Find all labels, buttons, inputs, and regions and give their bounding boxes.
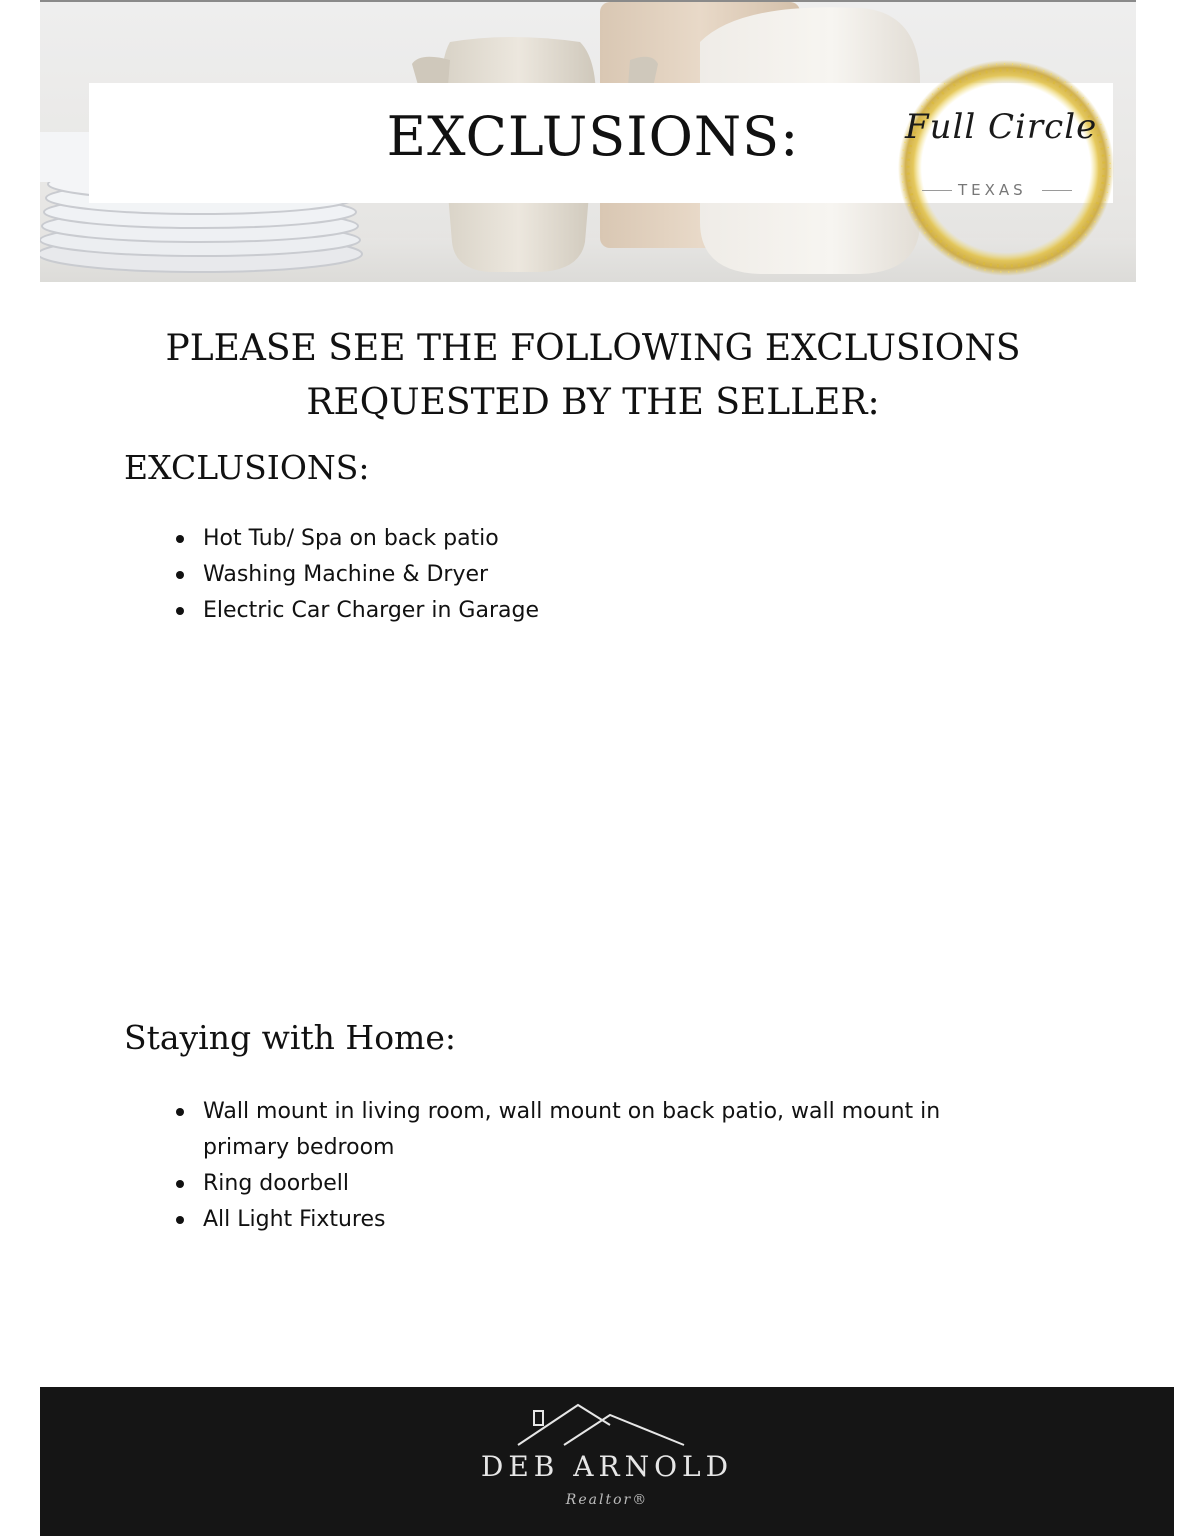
intro-line-2: REQUESTED BY THE SELLER: bbox=[306, 382, 880, 423]
list-item: All Light Fixtures bbox=[176, 1202, 976, 1238]
logo-subtext: TEXAS bbox=[958, 181, 1027, 199]
footer-agent-name: DEB ARNOLD bbox=[480, 1450, 734, 1483]
list-item: Washing Machine & Dryer bbox=[176, 557, 976, 593]
exclusions-list bbox=[176, 521, 976, 629]
list-item: Ring doorbell bbox=[176, 1166, 976, 1202]
list-item: Electric Car Charger in Garage bbox=[176, 593, 976, 629]
full-circle-glitter-ring-icon bbox=[876, 50, 1120, 280]
staying-heading: Staying with Home: bbox=[124, 1018, 456, 1057]
footer-agent-title: Realtor® bbox=[565, 1492, 649, 1508]
house-roof-icon bbox=[516, 1401, 686, 1447]
list-item: Wall mount in living room, wall mount on back patio, wall mount in primary bedroom bbox=[176, 1094, 976, 1166]
staying-list bbox=[176, 1094, 976, 1238]
logo-rule-left bbox=[922, 190, 952, 191]
exclusions-heading: EXCLUSIONS: bbox=[124, 448, 370, 487]
logo-script-text: Full Circle bbox=[905, 107, 1098, 147]
intro-line-1: PLEASE SEE THE FOLLOWING EXCLUSIONS bbox=[165, 328, 1021, 369]
footer-banner bbox=[40, 1387, 1174, 1536]
intro-text bbox=[0, 322, 1186, 430]
page-title: EXCLUSIONS: bbox=[386, 105, 800, 168]
list-item: Hot Tub/ Spa on back patio bbox=[176, 521, 976, 557]
logo-rule-right bbox=[1042, 190, 1072, 191]
